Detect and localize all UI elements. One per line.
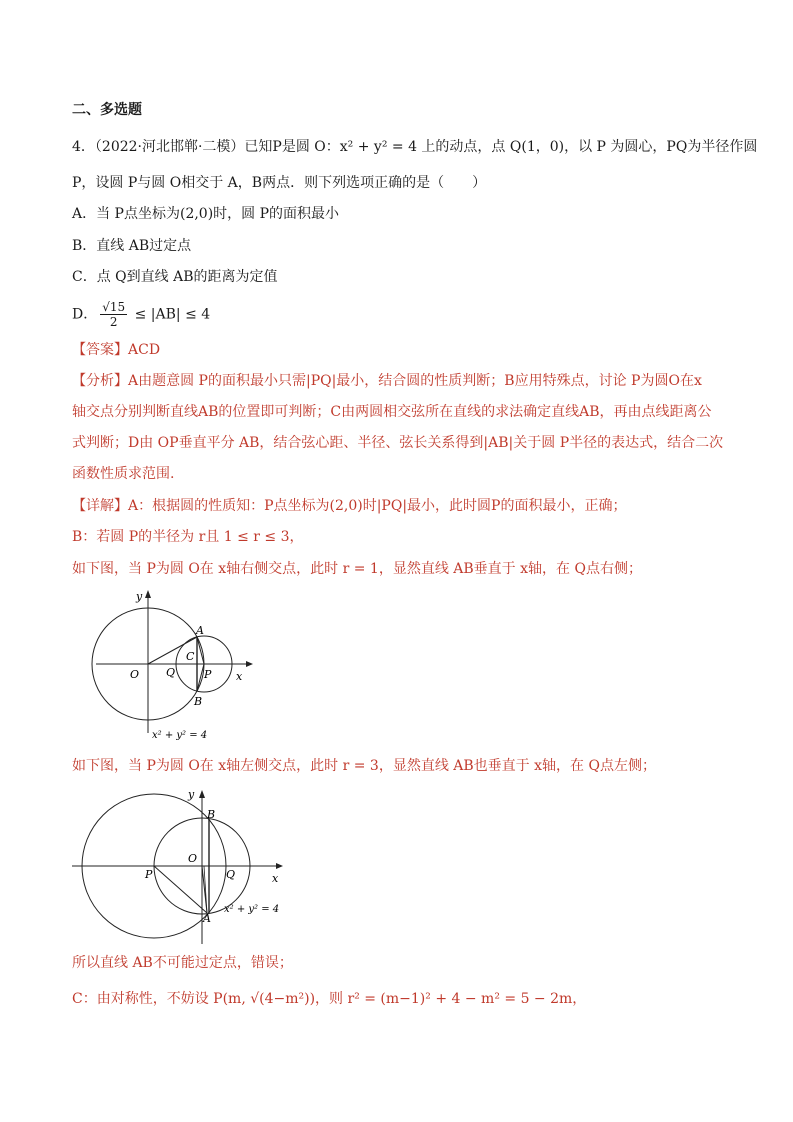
- fig1-segment-pb: [197, 664, 204, 691]
- fig2-label-q: Q: [226, 868, 236, 881]
- figure-2: [68, 786, 288, 946]
- detail-line-2: B：若圆 P的半径为 r且 1 ≤ r ≤ 3，: [72, 529, 304, 545]
- figure-1: [90, 588, 260, 748]
- detail-line-1: [72, 496, 626, 516]
- fig2-y-arrow: [199, 790, 205, 798]
- answer-value: ACD: [128, 342, 161, 358]
- fig1-label-o: O: [130, 668, 140, 681]
- fraction-denominator: 2: [109, 315, 118, 329]
- detail-line-5: 所以直线 AB不可能过定点，错误；: [72, 955, 293, 971]
- fig2-label-o: O: [188, 852, 198, 865]
- option-d-suffix: ≤ |AB| ≤ 4: [130, 306, 211, 323]
- detail-line-6: C：由对称性，不妨设 P(m, √(4−m²))，则 r² = (m−1)² + 4 − m² = 5 − 2m，: [72, 991, 587, 1007]
- fig1-label-b: B: [194, 695, 203, 708]
- detail-label: 【详解】: [72, 498, 128, 514]
- fig2-label-p: P: [145, 868, 153, 881]
- detail-line-3: 如下图，当 P为圆 O在 x轴右侧交点，此时 r = 1，显然直线 AB垂直于 x轴，在 Q点右侧；: [72, 561, 642, 577]
- fig1-y-arrow: [145, 590, 151, 598]
- fig2-segment-pa: [154, 866, 207, 913]
- fig1-label-p: P: [204, 668, 212, 681]
- fig1-label-q: Q: [166, 666, 176, 679]
- answer-line: [72, 340, 160, 360]
- analysis-line-4: 函数性质求范围.: [72, 466, 175, 482]
- option-a: A．当 P点坐标为(2,0)时，圆 P的面积最小: [72, 206, 340, 222]
- fig1-label-a: A: [196, 624, 204, 637]
- fig1-x-arrow: [246, 661, 253, 667]
- fig2-label-y: y: [188, 788, 195, 801]
- fraction-numerator: √15: [102, 300, 126, 314]
- analysis-line-3: 式判断；D由 OP垂直平分 AB，结合弦心距、半径、弦长关系得到|AB|关于圆 P半径的表达式，结合二次: [72, 435, 724, 451]
- answer-label: 【答案】: [72, 342, 128, 358]
- fig1-equation: x² + y² = 4: [152, 730, 208, 741]
- section-title: 二、多选题: [72, 102, 142, 118]
- fig1-label-y: y: [136, 590, 143, 603]
- question-line-1: 4．（2022·河北邯郸·二模）已知P是圆 O：x² + y² = 4 上的动点，点 Q(1，0)，以 P 为圆心，PQ为半径作圆: [72, 139, 758, 155]
- detail-line-4: 如下图，当 P为圆 O在 x轴左侧交点，此时 r = 3，显然直线 AB也垂直于 x轴，在 Q点左侧；: [72, 758, 656, 774]
- analysis-line-2: 轴交点分别判断直线AB的位置即可判断；C由两圆相交弦所在直线的求法确定直线AB，再由点线距离公: [72, 404, 712, 420]
- fig2-label-x: x: [272, 872, 279, 885]
- fig2-label-b: B: [207, 808, 216, 821]
- option-d-fraction: [100, 300, 127, 329]
- option-d: [72, 300, 210, 332]
- fig2-x-arrow: [276, 863, 283, 869]
- option-b: B．直线 AB过定点: [72, 238, 192, 254]
- fig1-label-c: C: [186, 650, 195, 663]
- fig1-label-x: x: [236, 670, 243, 683]
- analysis-text-1: A由题意圆 P的面积最小只需|PQ|最小，结合圆的性质判断；B应用特殊点，讨论 P为圆O在x: [128, 373, 702, 389]
- detail-text-1: A：根据圆的性质知：P点坐标为(2,0)时|PQ|最小，此时圆P的面积最小，正确；: [128, 498, 627, 514]
- option-c: C．点 Q到直线 AB的距离为定值: [72, 269, 278, 285]
- fig2-label-a: A: [203, 912, 211, 925]
- analysis-line-1: [72, 371, 702, 391]
- option-d-prefix: D．: [72, 306, 98, 323]
- analysis-label: 【分析】: [72, 373, 128, 389]
- question-line-2: P，设圆 P与圆 O相交于 A，B两点．则下列选项正确的是（ ）: [72, 175, 487, 191]
- fig2-equation: x² + y² = 4: [224, 904, 280, 915]
- fig1-segment-ap: [197, 637, 204, 664]
